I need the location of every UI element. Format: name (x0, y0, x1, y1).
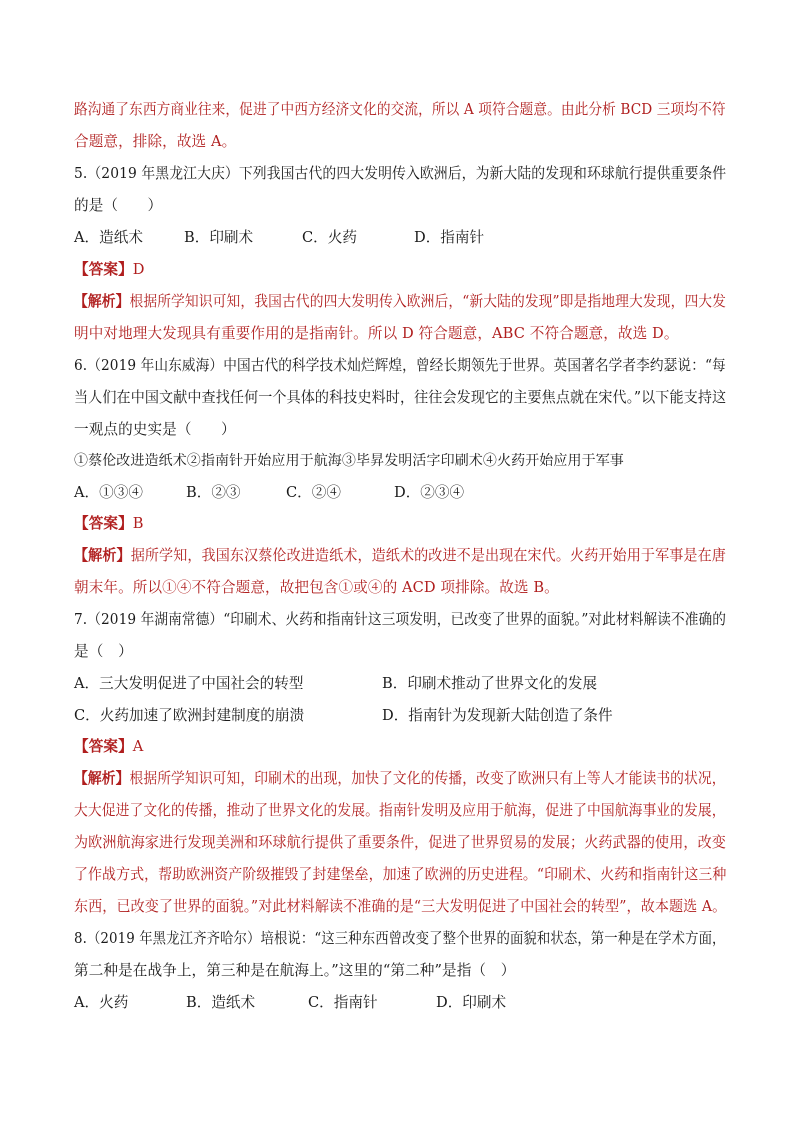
option-d: D．②③④ (394, 484, 465, 501)
question-7-answer (74, 737, 726, 757)
question-6-analysis: 朝末年。所以①④不符合题意，故把包含①或④的 ACD 项排除。故选 B。 (74, 579, 559, 596)
option-d: D．指南针为发现新大陆创造了条件 (382, 707, 613, 724)
answer-value: D (132, 261, 145, 278)
answer-tag: 【答案】 (74, 261, 133, 278)
question-8-stem: 第二种是在战争上，第三种是在航海上。”这里的“第二种”是指（ ） (74, 962, 516, 979)
option-b: B．印刷术 (184, 229, 254, 246)
option-c: C．②④ (286, 484, 341, 501)
question-8-stem: 8.（2019 年黑龙江齐齐哈尔）培根说：“这三种东西曾改变了整个世界的面貌和状态，第一种是在学术方面， (74, 930, 726, 947)
option-b: B．②③ (186, 484, 241, 501)
question-6-analysis (74, 546, 726, 566)
option-d: D．指南针 (414, 229, 485, 246)
question-7-analysis: 了作战方式，帮助欧洲资产阶级摧毁了封建堡垒，加速了欧洲的历史进程。“印刷术、火药和指南针这三种 (74, 866, 727, 883)
question-5-stem: 的是（ ） (74, 197, 163, 214)
option-a: A．三大发明促进了中国社会的转型 (74, 675, 304, 692)
explanation-continued-line: 路沟通了东西方商业往来，促进了中西方经济文化的交流，所以 A 项符合题意。由此分析 BCD 三项均不符 (74, 101, 726, 118)
option-b: B．造纸术 (186, 994, 256, 1011)
question-7-analysis: 东西，已改变了世界的面貌。”对此材料解读不准确的是“三大发明促进了中国社会的转型”，故本题选 A。 (74, 898, 727, 915)
option-a: A．造纸术 (74, 229, 143, 246)
answer-value: B (132, 515, 144, 532)
question-7-stem: 7.（2019 年湖南常德）“印刷术、火药和指南针这三项发明，已改变了世界的面貌。”对此材料解读不准确的 (74, 611, 727, 628)
analysis-text: 根据所学知识可知，印刷术的出现，加快了文化的传播，改变了欧洲只有上等人才能读书的状况， (129, 770, 726, 787)
option-c: C．火药 (302, 229, 357, 246)
option-b: B．印刷术推动了世界文化的发展 (382, 675, 598, 692)
question-7-analysis: 为欧洲航海家进行发现美洲和环球航行提供了重要条件，促进了世界贸易的发展；火药武器的使用，改变 (74, 834, 726, 851)
question-5-stem: 5.（2019 年黑龙江大庆）下列我国古代的四大发明传入欧洲后，为新大陆的发现和环球航行提供重要条件 (74, 165, 727, 182)
option-d: D．印刷术 (436, 994, 507, 1011)
answer-tag: 【答案】 (74, 738, 133, 755)
question-7-stem: 是（ ） (74, 643, 133, 660)
option-c: C．火药加速了欧洲封建制度的崩溃 (74, 707, 305, 724)
question-7-analysis (74, 769, 726, 789)
option-c: C．指南针 (308, 994, 378, 1011)
analysis-tag: 【解析】 (74, 770, 130, 787)
question-6-stem: 一观点的史实是（ ） (74, 421, 236, 438)
option-a: A．①③④ (74, 484, 143, 501)
answer-tag: 【答案】 (74, 515, 133, 532)
answer-value: A (132, 738, 144, 755)
question-7-analysis: 大大促进了文化的传播，推动了世界文化的发展。指南针发明及应用于航海，促进了中国航海事业的发展， (74, 802, 726, 819)
question-6-stem: 当人们在中国文献中查找任何一个具体的科技史料时，往往会发现它的主要焦点就在宋代。”以下能支持这 (74, 389, 727, 406)
question-5-analysis (74, 292, 727, 312)
question-5-answer (74, 260, 726, 280)
question-6-items: ①蔡伦改进造纸术②指南针开始应用于航海③毕昇发明活字印刷术④火药开始应用于军事 (74, 453, 624, 469)
analysis-text: 根据所学知识可知，我国古代的四大发明传入欧洲后，“新大陆的发现”即是指地理大发现，四大发 (129, 293, 727, 310)
analysis-tag: 【解析】 (74, 293, 130, 310)
explanation-continued-line: 合题意，排除，故选 A。 (74, 133, 237, 150)
option-a: A．火药 (74, 994, 129, 1011)
analysis-tag: 【解析】 (74, 547, 131, 564)
question-5-analysis: 明中对地理大发现具有重要作用的是指南针。所以 D 符合题意，ABC 不符合题意，故选 D。 (74, 325, 679, 342)
question-6-stem: 6.（2019 年山东威海）中国古代的科学技术灿烂辉煌，曾经长期领先于世界。英国著名学者李约瑟说：“每 (74, 357, 726, 374)
analysis-text: 据所学知，我国东汉蔡伦改进造纸术，造纸术的改进不是出现在宋代。火药开始用于军事是在唐 (130, 547, 726, 564)
question-6-answer (74, 514, 726, 534)
